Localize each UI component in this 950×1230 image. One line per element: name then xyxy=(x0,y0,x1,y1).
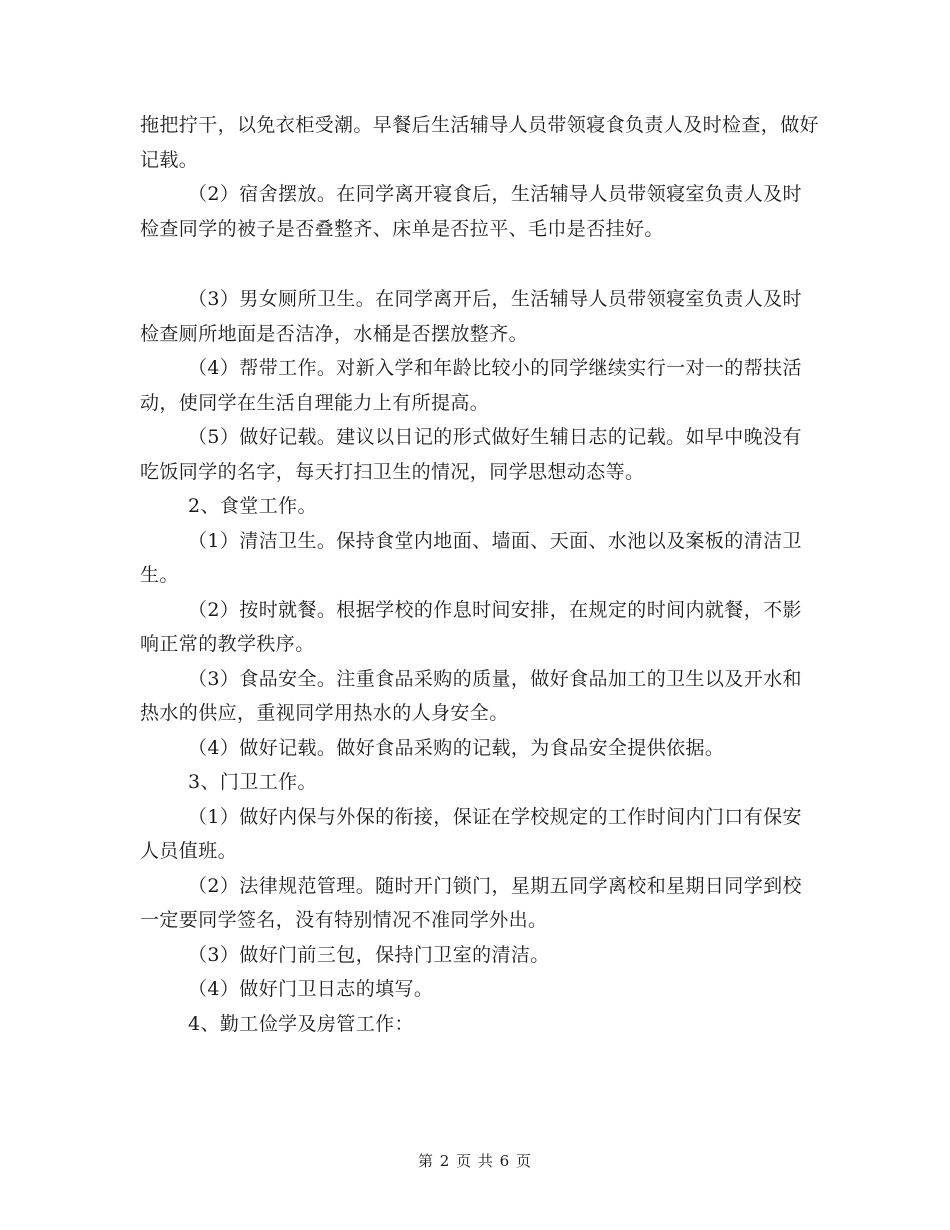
section-heading: 4、勤工俭学及房管工作： xyxy=(188,1012,414,1035)
page-number-footer: 第 2 页 共 6 页 xyxy=(418,1152,532,1170)
paragraph: （1）清洁卫生。保持食堂内地面、墙面、天面、水池以及案板的清洁卫生。 xyxy=(140,529,802,586)
paragraph: （2）宿舍摆放。在同学离开寝食后，生活辅导人员带领寝室负责人及时检查同学的被子是否叠整齐、床单是否拉平、毛巾是否挂好。 xyxy=(140,183,802,240)
paragraph: （5）做好记载。建议以日记的形式做好生辅日志的记载。如早中晚没有吃饭同学的名字，每天打扫卫生的情况，同学思想动态等。 xyxy=(140,426,802,483)
paragraph-spacer xyxy=(140,246,820,282)
paragraph: （2）法律规范管理。随时开门锁门，星期五同学离校和星期日同学到校一定要同学签名，没有特别情况不准同学外出。 xyxy=(140,874,802,931)
paragraph: （4）帮带工作。对新入学和年龄比较小的同学继续实行一对一的帮扶活动，使同学在生活自理能力上有所提高。 xyxy=(140,357,802,414)
section-heading: 2、食堂工作。 xyxy=(188,495,317,517)
paragraph: 拖把拧干，以免衣柜受潮。早餐后生活辅导人员带领寝食负责人及时检查，做好记载。 xyxy=(140,114,820,171)
paragraph: （2）按时就餐。根据学校的作息时间安排，在规定的时间内就餐，不影响正常的教学秩序。 xyxy=(140,598,802,655)
document-body xyxy=(140,108,820,1041)
paragraph: （3）食品安全。注重食品采购的质量，做好食品加工的卫生以及开水和热水的供应，重视同学用热水的人身安全。 xyxy=(140,667,802,724)
paragraph: （3）做好门前三包，保持门卫室的清洁。 xyxy=(188,943,550,966)
paragraph: （1）做好内保与外保的衔接，保证在学校规定的工作时间内门口有保安人员值班。 xyxy=(140,805,802,862)
section-heading: 3、门卫工作。 xyxy=(188,771,317,793)
paragraph: （3）男女厕所卫生。在同学离开后，生活辅导人员带领寝室负责人及时检查厕所地面是否洁净，水桶是否摆放整齐。 xyxy=(140,288,802,345)
paragraph: （4）做好记载。做好食品采购的记载，为食品安全提供依据。 xyxy=(188,736,725,759)
paragraph: （4）做好门卫日志的填写。 xyxy=(188,978,434,1000)
